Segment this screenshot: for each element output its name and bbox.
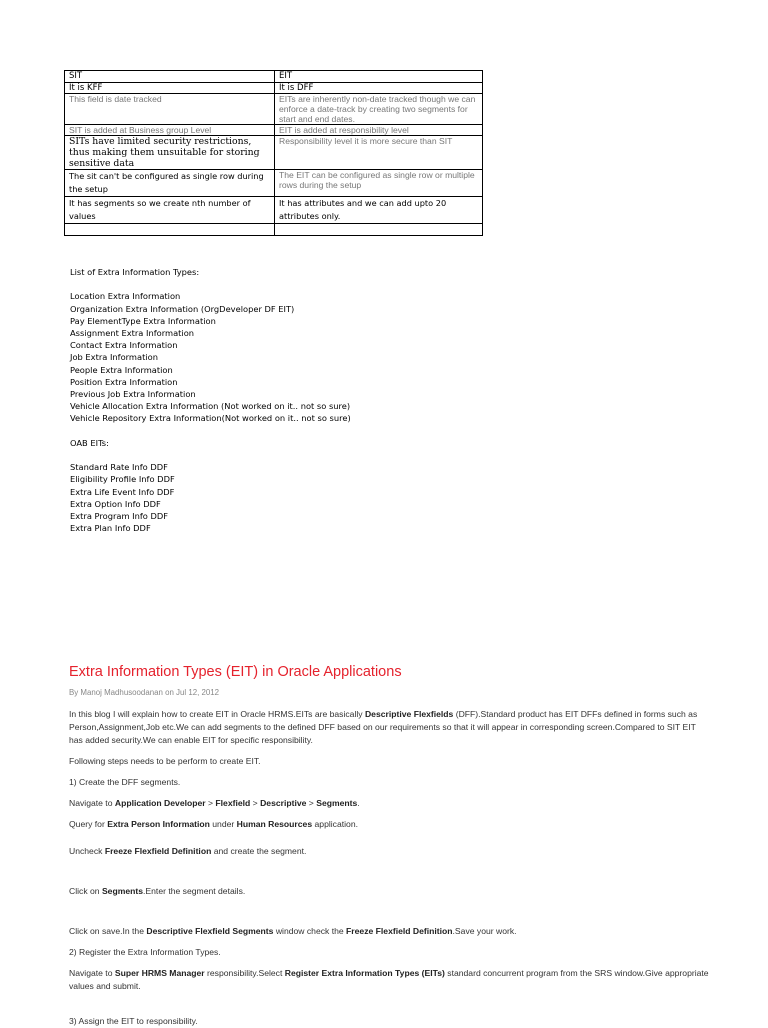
oab-heading: OAB EITs: bbox=[70, 437, 109, 448]
paragraph: Query for Extra Person Information under Human Resources application. bbox=[69, 819, 358, 829]
step-heading: 2) Register the Extra Information Types. bbox=[69, 947, 221, 957]
header-cell-eit: EIT bbox=[275, 71, 483, 83]
paragraph: Click on Segments.Enter the segment details. bbox=[69, 886, 246, 896]
blog-article bbox=[69, 662, 709, 1028]
list-item: Assignment Extra Information bbox=[70, 328, 195, 338]
table-cell: It has attributes and we can add upto 20 attributes only. bbox=[275, 197, 483, 224]
table-row bbox=[65, 125, 483, 136]
list-item: Standard Rate Info DDF bbox=[70, 462, 168, 473]
table-cell bbox=[65, 224, 275, 236]
paragraph: Click on save.In the Descriptive Flexfield Segments window check the Freeze Flexfield Definition.Save your work. bbox=[69, 926, 517, 936]
list-item: Eligibility Profile Info DDF bbox=[70, 474, 175, 485]
header-cell-sit: SIT bbox=[65, 71, 275, 83]
table-row bbox=[65, 170, 483, 197]
table-row bbox=[65, 94, 483, 125]
table-cell: The sit can't be configured as single row during the setup bbox=[65, 170, 275, 197]
table-cell: Responsibility level it is more secure than SIT bbox=[275, 136, 483, 170]
list-item: Position Extra Information bbox=[70, 376, 178, 387]
list-item: Extra Plan Info DDF bbox=[70, 523, 151, 534]
paragraph: Navigate to Application Developer > Flexfield > Descriptive > Segments. bbox=[69, 798, 360, 808]
table-row bbox=[65, 224, 483, 236]
paragraph: Uncheck Freeze Flexfield Definition and create the segment. bbox=[69, 846, 307, 856]
list-item: Extra Option Info DDF bbox=[70, 498, 161, 509]
paragraph: Navigate to Super HRMS Manager responsibility.Select Register Extra Information Types (EITs) standard concurrent program from the SRS window.Give appropriate values and submit. bbox=[69, 968, 709, 991]
article-title: Extra Information Types (EIT) in Oracle Applications bbox=[69, 664, 402, 680]
table-cell: SIT is added at Business group Level bbox=[65, 125, 275, 136]
list-item: Job Extra Information bbox=[70, 352, 158, 363]
table-cell: SITs have limited security restrictions, thus making them unsuitable for storing sensitive data bbox=[65, 136, 275, 170]
list-item: Vehicle Repository Extra Information(Not worked on it.. not so sure) bbox=[70, 413, 351, 424]
table-cell: EITs are inherently non-date tracked though we can enforce a date-track by creating two segments for start and end dates. bbox=[275, 94, 483, 125]
table-cell: The EIT can be configured as single row or multiple rows during the setup bbox=[275, 170, 483, 197]
table-row bbox=[65, 136, 483, 170]
list-item: Pay ElementType Extra Information bbox=[70, 315, 216, 326]
table-cell bbox=[275, 224, 483, 236]
table-cell: It is DFF bbox=[275, 82, 483, 94]
list-item: Previous Job Extra Information bbox=[70, 389, 196, 400]
table-row bbox=[65, 82, 483, 94]
table-header-row bbox=[65, 71, 483, 83]
step-heading: 3) Assign the EIT to responsibility. bbox=[69, 1016, 198, 1026]
list-item: Extra Program Info DDF bbox=[70, 511, 169, 522]
table-cell: It is KFF bbox=[65, 82, 275, 94]
list-item: Vehicle Allocation Extra Information (Not worked on it.. not so sure) bbox=[70, 401, 351, 412]
list-item: People Extra Information bbox=[70, 364, 173, 375]
list-item: Organization Extra Information (OrgDeveloper DF EIT) bbox=[70, 303, 295, 314]
step-heading: 1) Create the DFF segments. bbox=[69, 777, 181, 787]
list-heading: List of Extra Information Types: bbox=[70, 267, 200, 277]
table-cell: This field is date tracked bbox=[65, 94, 275, 125]
intro-paragraph: In this blog I will explain how to create EIT in Oracle HRMS.EITs are basically Descriptive Flexfields (DFF).Standard product has EIT DFFs defined in forms such as Person,Assignment,Job etc.We can add segments to the defined DFF based on our requirements so that it will appear in corresponding screen.Compared to SIT EIT has added security.We can enable EIT for specific responsibility. bbox=[69, 709, 698, 745]
table-cell: It has segments so we create nth number of values bbox=[65, 197, 275, 224]
list-item: Extra Life Event Info DDF bbox=[70, 486, 175, 497]
article-byline: By Manoj Madhusoodanan on Jul 12, 2012 bbox=[69, 688, 220, 697]
table-cell: EIT is added at responsibility level bbox=[275, 125, 483, 136]
eit-list-section bbox=[70, 266, 351, 534]
table-row bbox=[65, 197, 483, 224]
list-item: Location Extra Information bbox=[70, 291, 181, 302]
paragraph: Following steps needs to be perform to create EIT. bbox=[69, 756, 261, 766]
sit-eit-comparison-table bbox=[64, 70, 483, 236]
list-item: Contact Extra Information bbox=[70, 340, 178, 351]
